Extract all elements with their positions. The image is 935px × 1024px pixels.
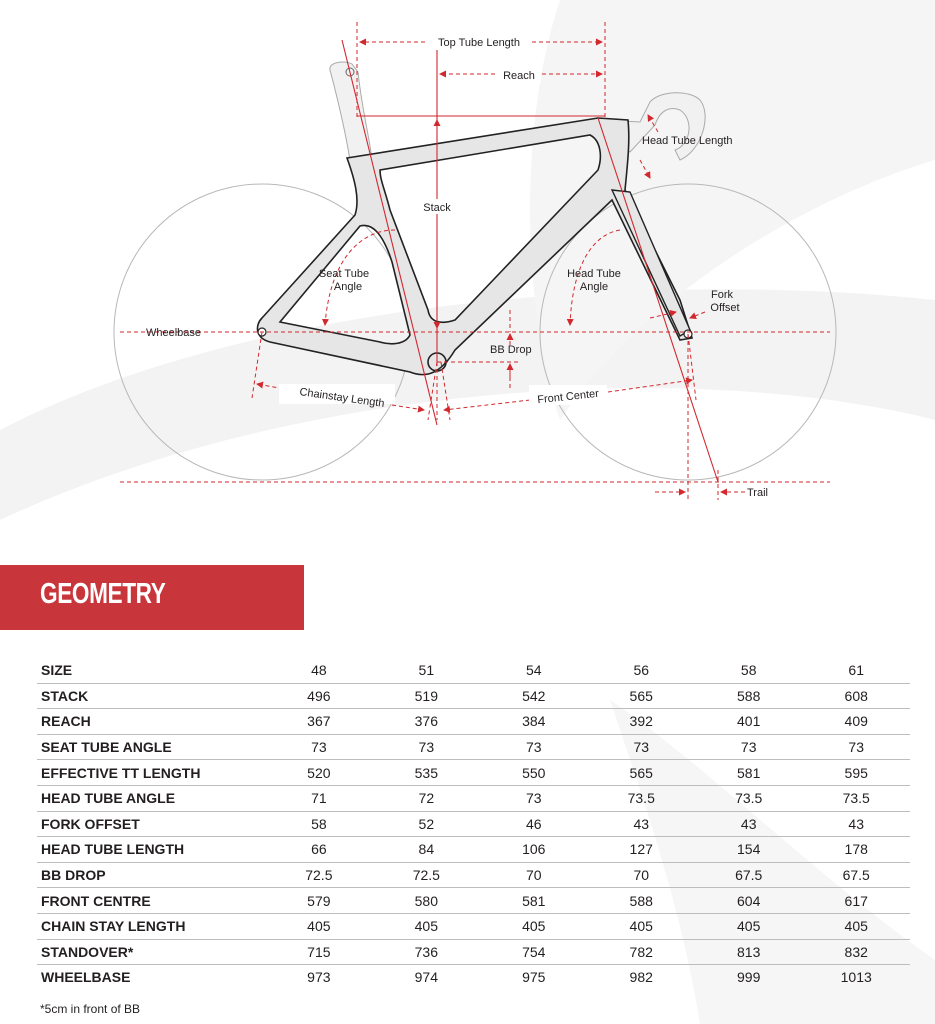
cell-value: 72.5 bbox=[265, 862, 372, 888]
cell-value: 73.5 bbox=[695, 785, 802, 811]
row-label: CHAIN STAY LENGTH bbox=[37, 913, 265, 939]
row-label: WHEELBASE bbox=[41, 969, 131, 986]
cell-value: 580 bbox=[373, 888, 480, 914]
cell-value: 496 bbox=[265, 683, 372, 709]
table-row bbox=[37, 913, 910, 939]
row-label: SIZE bbox=[37, 658, 265, 683]
row-label: STANDOVER* bbox=[37, 939, 265, 965]
cell-value: 67.5 bbox=[802, 862, 910, 888]
label-chainstay-length: Chainstay Length bbox=[298, 386, 386, 410]
cell-value: 715 bbox=[265, 939, 372, 965]
row-label: STACK bbox=[37, 683, 265, 709]
cell-value: 401 bbox=[695, 709, 802, 735]
label-head-tube-angle-1: Head Tube bbox=[567, 268, 621, 280]
cell-value: 43 bbox=[588, 811, 695, 837]
cell-value: 405 bbox=[373, 913, 480, 939]
row-label: FORK OFFSET bbox=[37, 811, 265, 837]
table-row bbox=[37, 709, 910, 735]
row-label: REACH bbox=[37, 709, 265, 735]
cell-value: 999 bbox=[737, 969, 761, 986]
cell-value: 405 bbox=[802, 913, 910, 939]
section-title: GEOMETRY bbox=[40, 578, 166, 610]
cell-value: 1013 bbox=[840, 969, 872, 986]
cell-value: 376 bbox=[373, 709, 480, 735]
label-head-tube-angle-2: Angle bbox=[579, 281, 609, 293]
cell-value: 535 bbox=[373, 760, 480, 786]
cell-value: 409 bbox=[802, 709, 910, 735]
table-row bbox=[37, 939, 910, 965]
cell-value: 52 bbox=[373, 811, 480, 837]
label-front-center: Front Center bbox=[536, 387, 600, 407]
cell-value: 581 bbox=[480, 888, 587, 914]
cell-value: 595 bbox=[802, 760, 910, 786]
footnote: *5cm in front of BB bbox=[40, 1002, 141, 1016]
cell-value: 73 bbox=[265, 734, 372, 760]
cell-value: 974 bbox=[414, 969, 438, 986]
cell-value: 405 bbox=[480, 913, 587, 939]
cell-value: 43 bbox=[802, 811, 910, 837]
table-row bbox=[37, 811, 910, 837]
cell-value: 405 bbox=[265, 913, 372, 939]
table-row bbox=[37, 862, 910, 888]
cell-value: 736 bbox=[373, 939, 480, 965]
cell-value: 72.5 bbox=[373, 862, 480, 888]
label-reach: Reach bbox=[503, 70, 535, 82]
frame bbox=[257, 118, 692, 375]
cell-value: 66 bbox=[265, 837, 372, 863]
row-label: EFFECTIVE TT LENGTH bbox=[37, 760, 265, 786]
cell-value: 154 bbox=[695, 837, 802, 863]
cell-value: 73 bbox=[480, 734, 587, 760]
cell-value: 73 bbox=[695, 734, 802, 760]
cell-value: 405 bbox=[695, 913, 802, 939]
row-label: SEAT TUBE ANGLE bbox=[37, 734, 265, 760]
cell-value: 617 bbox=[802, 888, 910, 914]
cell-value: 973 bbox=[307, 969, 331, 986]
cell-value: 581 bbox=[695, 760, 802, 786]
cell-value: 604 bbox=[695, 888, 802, 914]
label-head-tube-length: Head Tube Length bbox=[642, 135, 733, 147]
label-stack: Stack bbox=[423, 202, 451, 214]
cell-value: 71 bbox=[265, 785, 372, 811]
cell-value: 73 bbox=[802, 734, 910, 760]
label-bb-drop: BB Drop bbox=[490, 344, 532, 356]
table-row bbox=[37, 785, 910, 811]
cell-value: 542 bbox=[480, 683, 587, 709]
label-seat-tube-angle-2: Angle bbox=[333, 281, 363, 293]
row-label: BB DROP bbox=[37, 862, 265, 888]
cell-value: 70 bbox=[588, 862, 695, 888]
label-fork-offset-2: Offset bbox=[710, 302, 740, 314]
table-row bbox=[37, 683, 910, 709]
label-fork-offset-1: Fork bbox=[711, 289, 733, 301]
label-top-tube-length: Top Tube Length bbox=[438, 37, 520, 49]
cell-value: 579 bbox=[265, 888, 372, 914]
row-label: HEAD TUBE LENGTH bbox=[37, 837, 265, 863]
cell-value: 43 bbox=[695, 811, 802, 837]
cell-value: 392 bbox=[588, 709, 695, 735]
cell-value: 384 bbox=[480, 709, 587, 735]
cell-value: 782 bbox=[588, 939, 695, 965]
cell-value: 754 bbox=[480, 939, 587, 965]
label-wheelbase: Wheelbase bbox=[146, 327, 202, 339]
cell-value: 73 bbox=[480, 785, 587, 811]
cell-value: 565 bbox=[588, 760, 695, 786]
cell-value: 48 bbox=[265, 658, 372, 683]
cell-value: 106 bbox=[480, 837, 587, 863]
table-row bbox=[37, 760, 910, 786]
cell-value: 51 bbox=[373, 658, 480, 683]
cell-value: 73.5 bbox=[588, 785, 695, 811]
cell-value: 520 bbox=[265, 760, 372, 786]
label-trail: Trail bbox=[747, 487, 768, 499]
cell-value: 56 bbox=[588, 658, 695, 683]
cell-value: 58 bbox=[695, 658, 802, 683]
cell-value: 608 bbox=[802, 683, 910, 709]
cell-value: 550 bbox=[480, 760, 587, 786]
cell-value: 73 bbox=[373, 734, 480, 760]
cell-value: 813 bbox=[695, 939, 802, 965]
label-seat-tube-angle-1: Seat Tube bbox=[318, 268, 370, 280]
cell-value: 72 bbox=[373, 785, 480, 811]
cell-value: 46 bbox=[480, 811, 587, 837]
table-row bbox=[37, 965, 910, 990]
cell-value: 67.5 bbox=[695, 862, 802, 888]
cell-value: 178 bbox=[802, 837, 910, 863]
table-header-row bbox=[37, 658, 910, 683]
cell-value: 588 bbox=[695, 683, 802, 709]
cell-value: 58 bbox=[265, 811, 372, 837]
cell-value: 982 bbox=[629, 969, 653, 986]
cell-value: 61 bbox=[802, 658, 910, 683]
cell-value: 70 bbox=[480, 862, 587, 888]
cell-value: 519 bbox=[373, 683, 480, 709]
table-row bbox=[37, 888, 910, 914]
geometry-table bbox=[37, 658, 910, 990]
cell-value: 73.5 bbox=[802, 785, 910, 811]
cell-value: 84 bbox=[373, 837, 480, 863]
cell-value: 588 bbox=[588, 888, 695, 914]
cell-value: 54 bbox=[480, 658, 587, 683]
cell-value: 975 bbox=[522, 969, 546, 986]
table-row bbox=[37, 734, 910, 760]
table-row bbox=[37, 837, 910, 863]
cell-value: 73 bbox=[588, 734, 695, 760]
cell-value: 565 bbox=[588, 683, 695, 709]
cell-value: 405 bbox=[588, 913, 695, 939]
cell-value: 832 bbox=[802, 939, 910, 965]
cell-value: 367 bbox=[265, 709, 372, 735]
row-label: FRONT CENTRE bbox=[37, 888, 265, 914]
row-label: HEAD TUBE ANGLE bbox=[37, 785, 265, 811]
cell-value: 127 bbox=[588, 837, 695, 863]
